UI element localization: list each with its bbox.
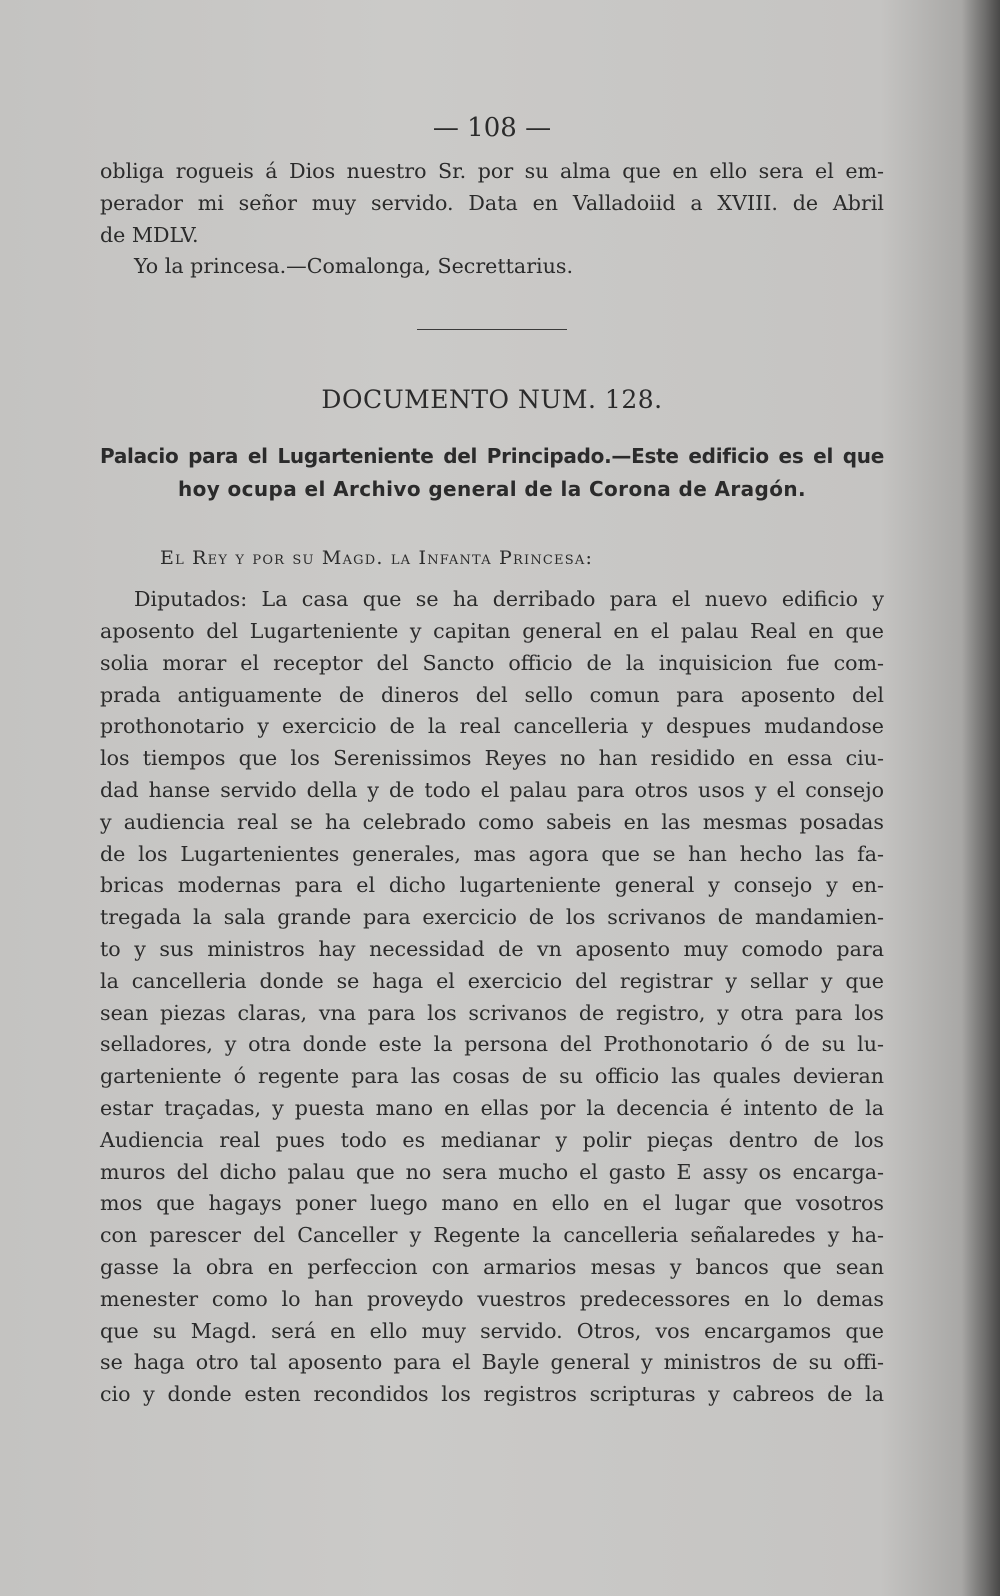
body-line: de los Lugartenientes generales, mas agora que se han hecho las fa- (100, 841, 884, 866)
document-title: DOCUMENTO NUM. 128. (321, 385, 663, 415)
body-line: mos que hagays poner luego mano en ello en el lugar que vosotros (100, 1191, 884, 1216)
body-line: aposento del Lugarteniente y capitan general en el palau Real en que (100, 618, 884, 643)
document-subtitle-line-2: hoy ocupa el Archivo general de la Corona de Aragón. (177, 477, 807, 502)
body-line: gasse la obra en perfeccion con armarios mesas y bancos que sean (100, 1254, 884, 1279)
letter-body (100, 584, 884, 1411)
body-line: estar traçadas, y puesta mano en ellas por la decencia é intento de la (100, 1095, 884, 1120)
body-line: cio y donde esten recondidos los registros scripturas y cabreos de la (100, 1382, 884, 1407)
body-line: muros del dicho palau que no sera mucho el gasto E assy os encarga- (100, 1159, 884, 1184)
body-line: solia morar el receptor del Sancto officio de la inquisicion fue com- (100, 650, 884, 675)
body-line: to y sus ministros hay necessidad de vn aposento muy comodo para (100, 936, 884, 961)
book-spine-shadow (962, 0, 1000, 1596)
closing-line-1: obliga rogueis á Dios nuestro Sr. por su alma que en ello sera el em- (100, 159, 884, 183)
section-divider (417, 329, 567, 330)
body-line: bricas modernas para el dicho lugarteniente general y consejo y en- (100, 873, 884, 898)
body-line: sean piezas claras, vna para los scrivanos de registro, y otra para los (100, 1000, 884, 1025)
body-line: que su Magd. será en ello muy servido. Otros, vos encargamos que (100, 1318, 884, 1343)
letter-salutation: El Rey y por su Magd. la Infanta Princesa: (160, 547, 594, 570)
body-line: menester como lo han proveydo vuestros predecessores en lo demas (100, 1286, 884, 1311)
body-line: se haga otro tal aposento para el Bayle general y ministros de su offi- (100, 1350, 884, 1375)
body-line: la cancelleria donde se haga el exercicio del registrar y sellar y que (100, 968, 884, 993)
closing-line-2: perador mi señor muy servido. Data en Valladoiid a XVIII. de Abril (100, 190, 884, 215)
body-line: dad hanse servido della y de todo el palau para otros usos y el consejo (100, 777, 884, 802)
page-number: — 108 — (432, 113, 552, 143)
page-text-block (100, 110, 884, 1411)
body-line: los tiempos que los Serenissimos Reyes no han residido en essa ciu- (100, 746, 884, 771)
document-subtitle (100, 440, 884, 506)
closing-signature: Yo la princesa.—Comalonga, Secrettarius. (134, 254, 574, 279)
body-line: prada antiguamente de dineros del sello comun para aposento del (100, 682, 884, 707)
body-line: garteniente ó regente para las cosas de su officio las quales devieran (100, 1064, 884, 1089)
body-line: y audiencia real se ha celebrado como sabeis en las mesmas posadas (100, 809, 884, 834)
body-line: prothonotario y exercicio de la real cancelleria y despues mudandose (100, 714, 884, 739)
body-line: con parescer del Canceller y Regente la cancelleria señalaredes y ha- (100, 1223, 884, 1248)
body-line: Diputados: La casa que se ha derribado para el nuevo edificio y (134, 587, 884, 612)
closing-line-3: de MDLV. (100, 222, 199, 247)
body-line: Audiencia real pues todo es medianar y polir pieças dentro de los (100, 1127, 884, 1152)
body-line: selladores, y otra donde este la persona del Prothonotario ó de su lu- (100, 1032, 884, 1057)
closing-paragraph (100, 156, 884, 283)
document-subtitle-line-1: Palacio para el Lugarteniente del Principado.—Este edificio es el que (100, 444, 884, 469)
body-line: tregada la sala grande para exercicio de los scrivanos de mandamien- (100, 905, 884, 930)
